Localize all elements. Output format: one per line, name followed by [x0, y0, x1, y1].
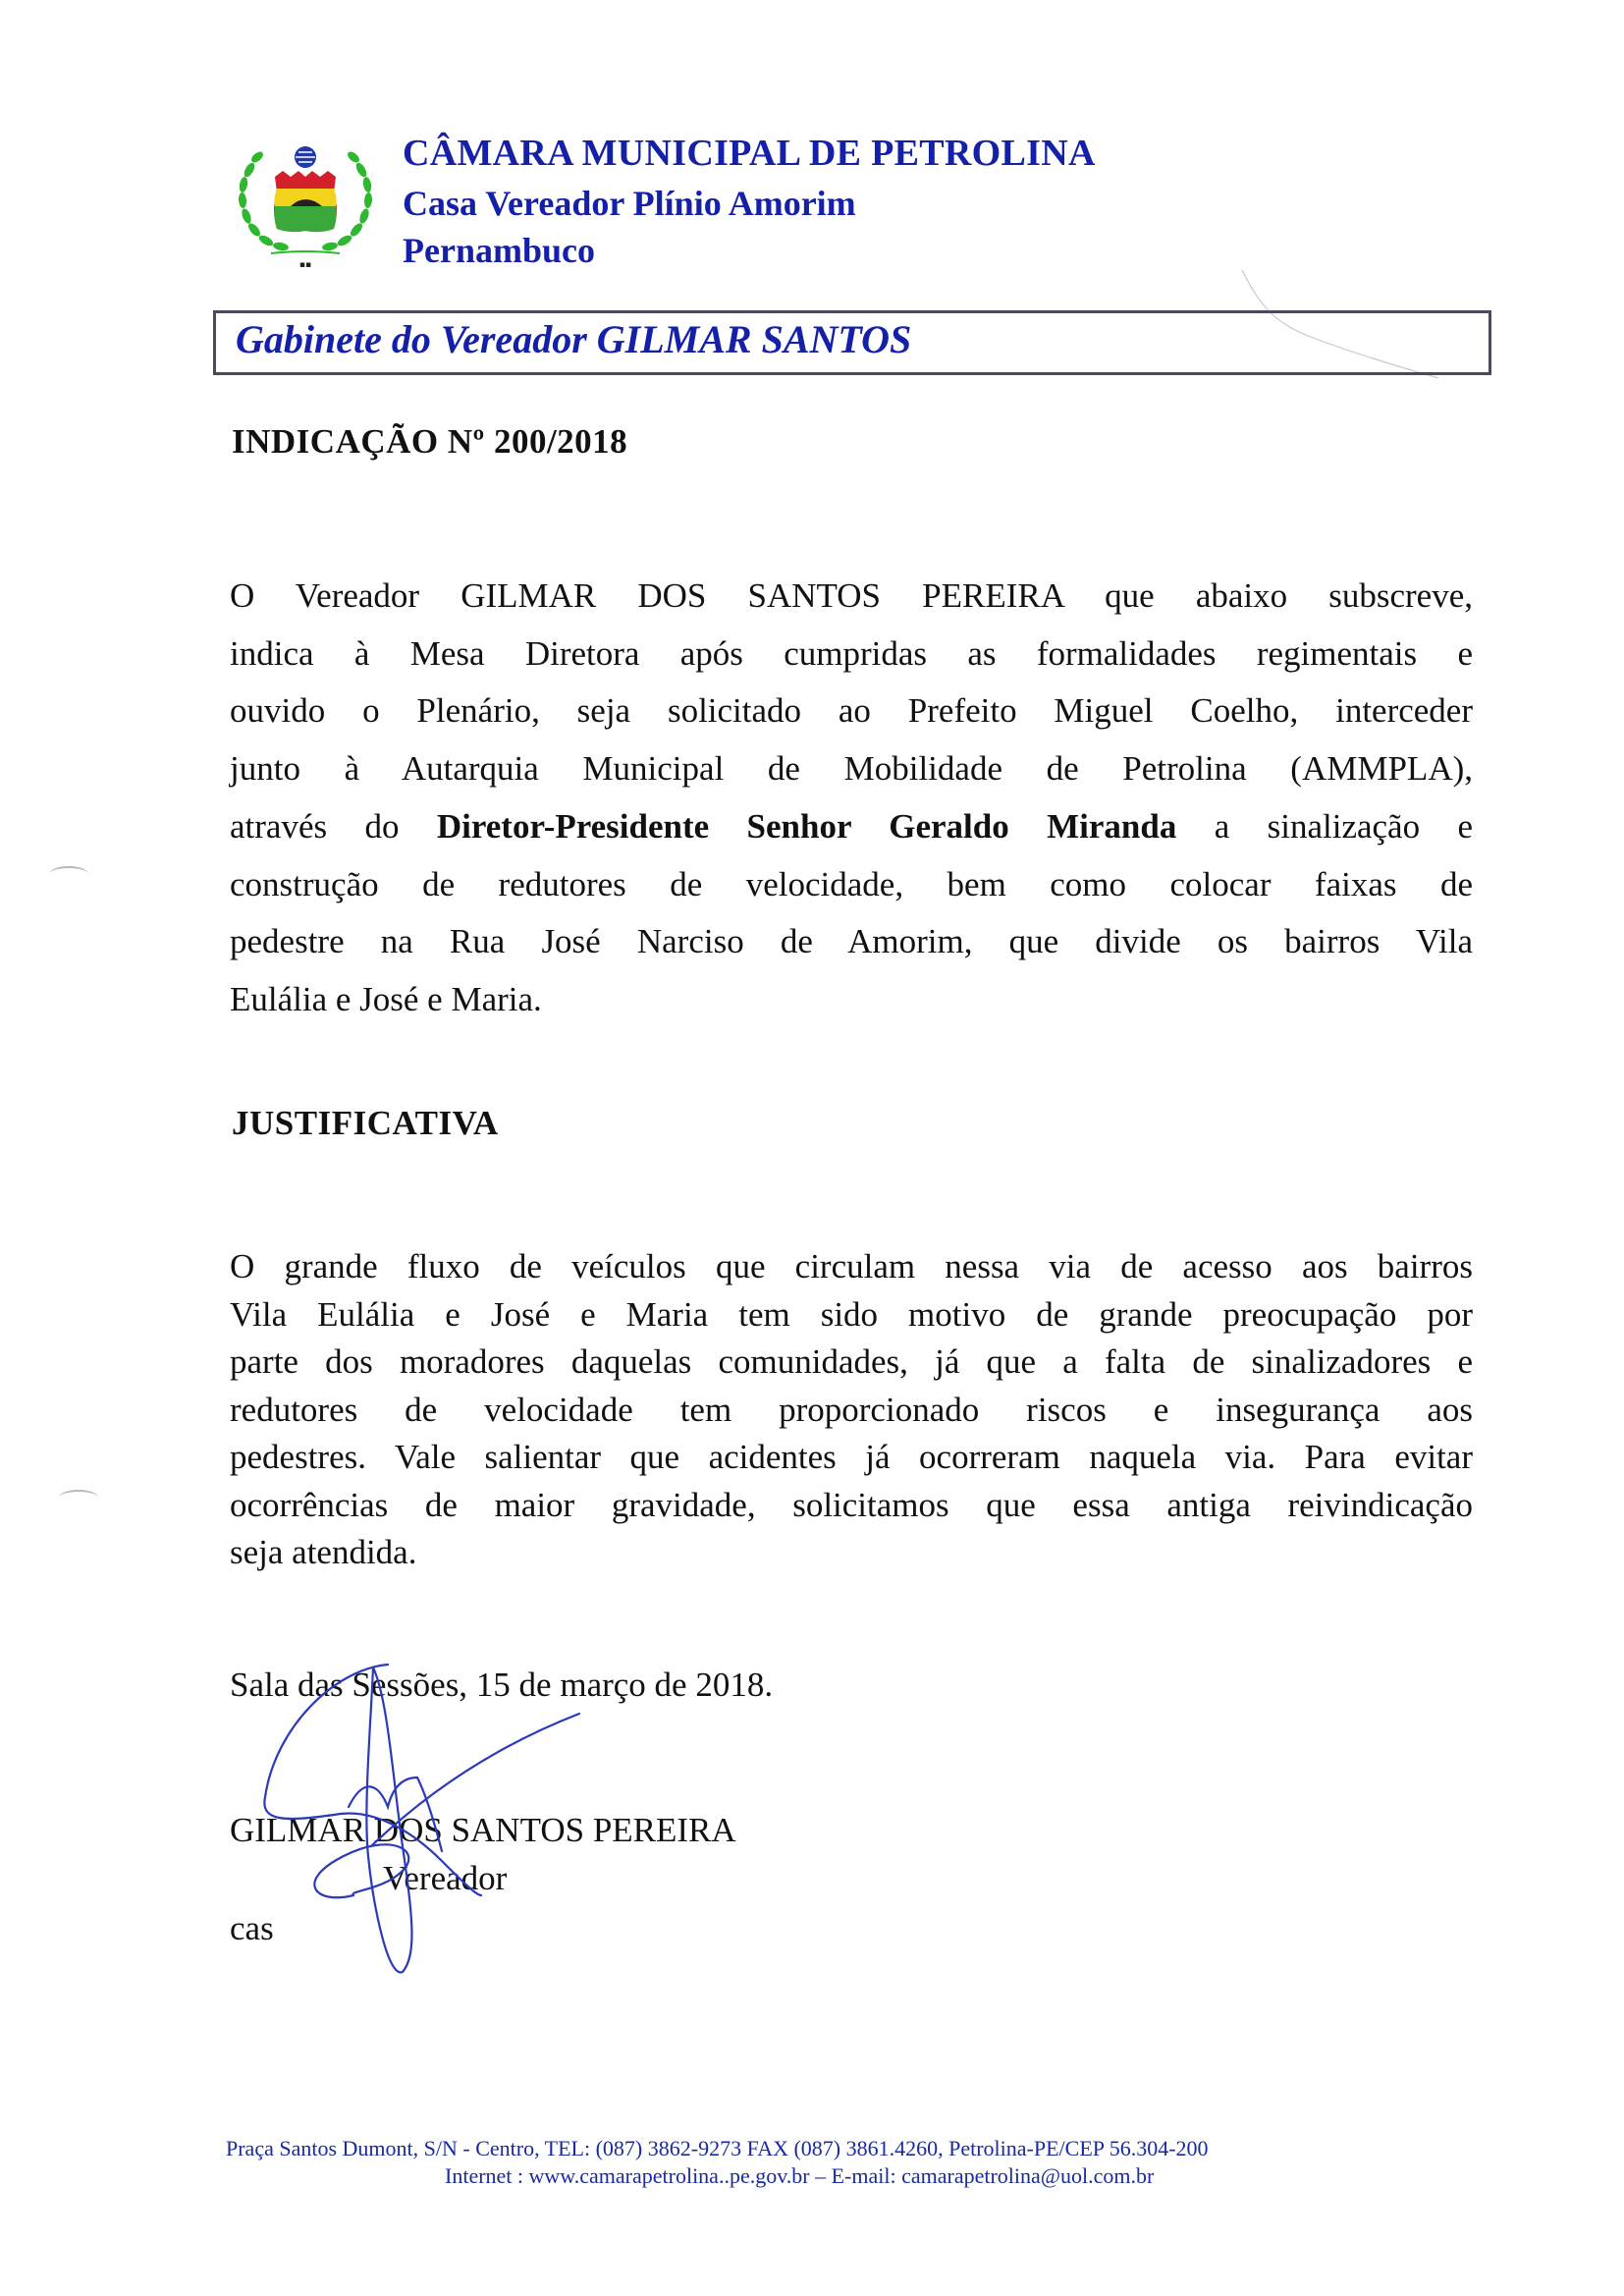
paragraph-line — [230, 798, 1473, 856]
typist-initials: cas — [230, 1909, 274, 1947]
line-text: a sinalização e — [1176, 806, 1473, 846]
paragraph-line: seja atendida. — [230, 1533, 417, 1571]
justification-title: JUSTIFICATIVA — [232, 1104, 499, 1142]
paragraph-line: ouvido o Plenário, seja solicitado ao Prefeito Miguel Coelho, interceder — [230, 691, 1473, 731]
paragraph-line: parte dos moradores daquelas comunidades, já que a falta de sinalizadores e — [230, 1342, 1473, 1381]
office-label: Gabinete do Vereador GILMAR SANTOS — [236, 317, 912, 361]
municipal-coat-of-arms-icon — [232, 136, 379, 273]
address-line: Praça Santos Dumont, S/N - Centro, TEL: (087) 3862-9273 FAX (087) 3861.4260, Petrolina-PE/CEP 56.304-200 — [226, 2136, 1209, 2160]
paragraph-line: Vila Eulália e José e Maria tem sido motivo de grande preocupação por — [230, 1294, 1473, 1334]
indication-paragraph — [230, 568, 1473, 1029]
signer-name: GILMAR DOS SANTOS PEREIRA — [230, 1811, 736, 1849]
paragraph-line: indica à Mesa Diretora após cumpridas as formalidades regimentais e — [230, 633, 1473, 673]
paragraph-line: pedestre na Rua José Narciso de Amorim, que divide os bairros Vila — [230, 922, 1473, 961]
justification-paragraph — [230, 1243, 1473, 1577]
paragraph-line: construção de redutores de velocidade, bem como colocar faixas de — [230, 864, 1473, 903]
date-line: Sala das Sessões, 15 de março de 2018. — [230, 1666, 774, 1704]
paragraph-line: O Vereador GILMAR DOS SANTOS PEREIRA que abaixo subscreve, — [230, 576, 1473, 615]
document-title: INDICAÇÃO Nº 200/2018 — [232, 422, 628, 461]
svg-text:▪▪: ▪▪ — [298, 260, 312, 270]
paragraph-line: pedestres. Vale salientar que acidentes já ocorreram naquela via. Para evitar — [230, 1438, 1473, 1476]
paragraph-line: ocorrências de maior gravidade, solicitamos que essa antiga reivindicação — [230, 1485, 1473, 1524]
institution-name: CÂMARA MUNICIPAL DE PETROLINA — [403, 133, 1096, 174]
contact-line: Internet : www.camarapetrolina..pe.gov.br – E-mail: camarapetrolina@uol.com.br — [445, 2163, 1155, 2188]
paragraph-line: redutores de velocidade tem proporcionado riscos e insegurança aos — [230, 1390, 1473, 1429]
line-text: através do — [230, 806, 437, 846]
punch-hole-mark — [59, 1490, 98, 1505]
punch-hole-mark — [49, 866, 88, 882]
paragraph-line: O grande fluxo de veículos que circulam nessa via de acesso aos bairros — [230, 1247, 1473, 1285]
state-name: Pernambuco — [403, 231, 595, 270]
house-name: Casa Vereador Plínio Amorim — [403, 184, 856, 223]
paragraph-line: junto à Autarquia Municipal de Mobilidade de Petrolina (AMMPLA), — [230, 749, 1473, 789]
director-name: Diretor-Presidente Senhor Geraldo Miranda — [436, 806, 1177, 846]
paragraph-line: Eulália e José e Maria. — [230, 979, 542, 1018]
signer-role: Vereador — [383, 1859, 508, 1897]
